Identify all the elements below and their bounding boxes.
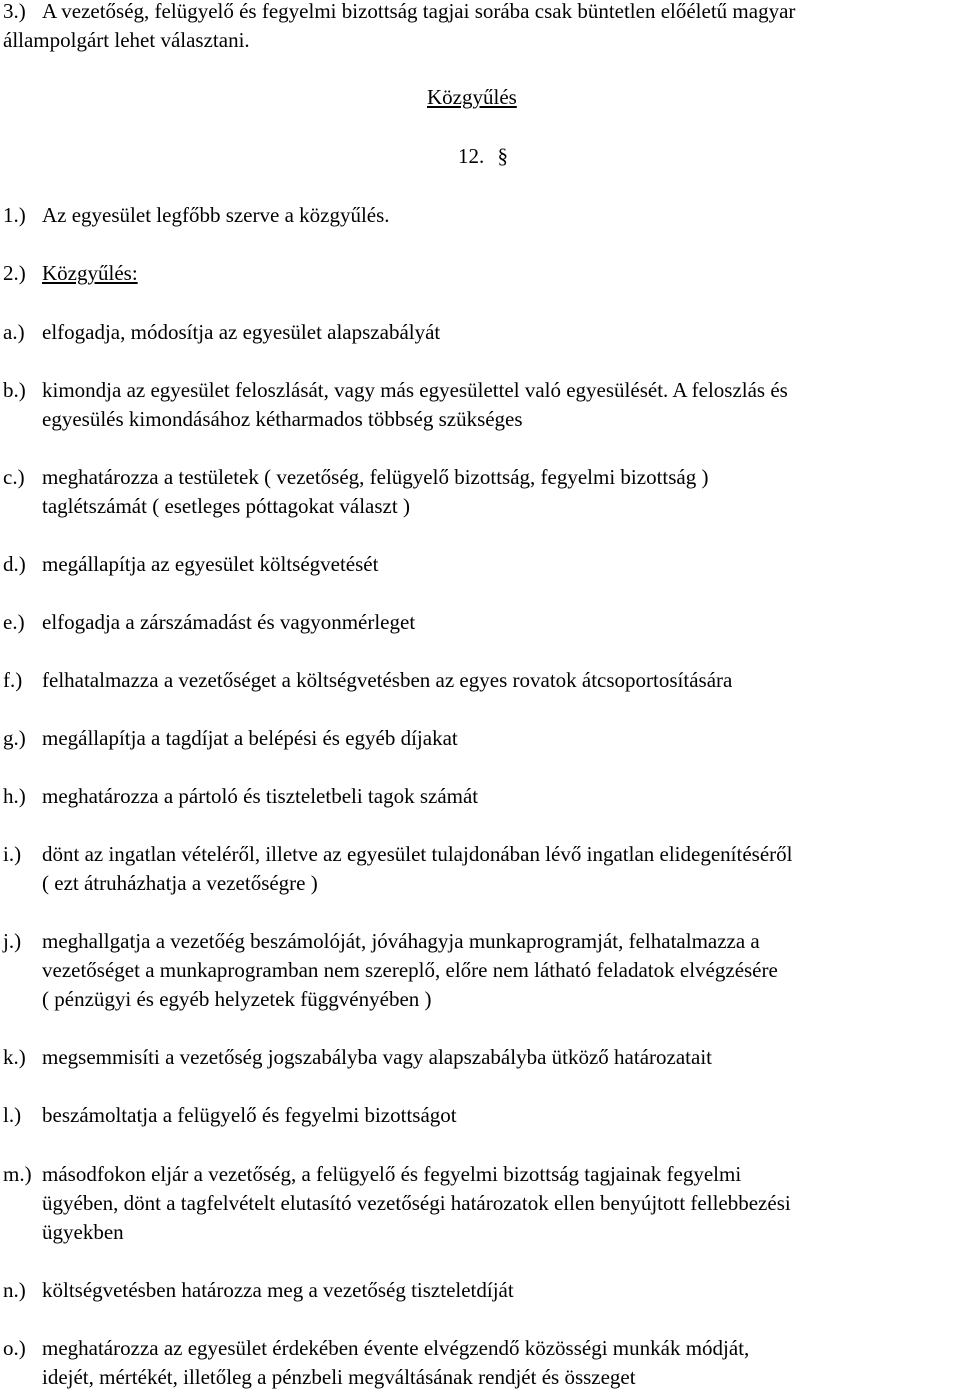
intro-line-2: állampolgárt lehet választani. [3,28,250,52]
item-line: megállapítja a tagdíjat a belépési és egyéb díjakat [42,726,458,750]
section-number-value: 12. [458,144,485,168]
item-label: k.) [3,1045,26,1069]
item-line: elfogadja, módosítja az egyesület alapszabályát [42,320,441,344]
item-line: másodfokon eljár a vezetőség, a felügyelő és fegyelmi bizottság tagjainak fegyelmi [42,1162,742,1186]
item-line: ( ezt átruházhatja a vezetőségre ) [42,871,318,895]
item-line: ügyekben [42,1220,124,1244]
point-text: Az egyesület legfőbb szerve a közgyűlés. [42,203,390,227]
point-text: Közgyűlés: [42,261,138,285]
item-line: elfogadja a zárszámadást és vagyonmérleget [42,610,416,634]
intro-number: 3.) [3,0,26,23]
item-label: c.) [3,465,25,489]
item-line: felhatalmazza a vezetőséget a költségvetésben az egyes rovatok átcsoportosítására [42,668,733,692]
item-label: b.) [3,378,26,402]
item-line: taglétszámát ( esetleges póttagokat választ ) [42,494,410,518]
item-label: e.) [3,610,25,634]
item-line: kimondja az egyesület feloszlását, vagy más egyesülettel való egyesülését. A feloszlás és [42,378,788,402]
item-label: a.) [3,320,25,344]
item-label: i.) [3,842,22,866]
item-line: vezetőséget a munkaprogramban nem szereplő, előre nem látható feladatok elvégzésére [42,958,778,982]
section-heading: Közgyűlés [427,85,517,109]
item-line: dönt az ingatlan vételéről, illetve az egyesület tulajdonában lévő ingatlan elidegenítéséről [42,842,793,866]
intro-line-1: A vezetőség, felügyelő és fegyelmi bizottság tagjai sorába csak büntetlen előéletű magyar [42,0,796,23]
item-line: idejét, mértékét, illetőleg a pénzbeli megváltásának rendjét és összeget [42,1365,636,1389]
item-line: meghatározza a pártoló és tiszteletbeli tagok számát [42,784,479,808]
item-line: ügyében, dönt a tagfelvételt elutasító vezetőségi határozatok ellen benyújtott fellebbezési [42,1191,791,1215]
item-line: megállapítja az egyesület költségvetését [42,552,379,576]
item-line: beszámoltatja a felügyelő és fegyelmi bizottságot [42,1103,457,1127]
item-line: meghatározza a testületek ( vezetőség, felügyelő bizottság, fegyelmi bizottság ) [42,465,709,489]
item-line: költségvetésben határozza meg a vezetőség tiszteletdíját [42,1278,514,1302]
item-line: meghatározza az egyesület érdekében évente elvégzendő közösségi munkák módját, [42,1336,750,1360]
section-number [458,142,508,171]
item-line: ( pénzügyi és egyéb helyzetek függvényében ) [42,987,432,1011]
item-line: megsemmisíti a vezetőség jogszabályba vagy alapszabályba ütköző határozatait [42,1045,712,1069]
item-line: meghallgatja a vezetőég beszámolóját, jóváhagyja munkaprogramját, felhatalmazza a [42,929,760,953]
point-label: 2.) [3,261,26,285]
point-label: 1.) [3,203,26,227]
item-label: f.) [3,668,23,692]
item-label: m.) [3,1162,32,1186]
item-label: d.) [3,552,26,576]
item-label: o.) [3,1336,26,1360]
item-line: egyesülés kimondásához kétharmados többség szükséges [42,407,523,431]
item-label: n.) [3,1278,26,1302]
item-label: h.) [3,784,26,808]
item-label: j.) [3,929,22,953]
section-sign: § [497,144,508,168]
item-label: l.) [3,1103,22,1127]
item-label: g.) [3,726,26,750]
